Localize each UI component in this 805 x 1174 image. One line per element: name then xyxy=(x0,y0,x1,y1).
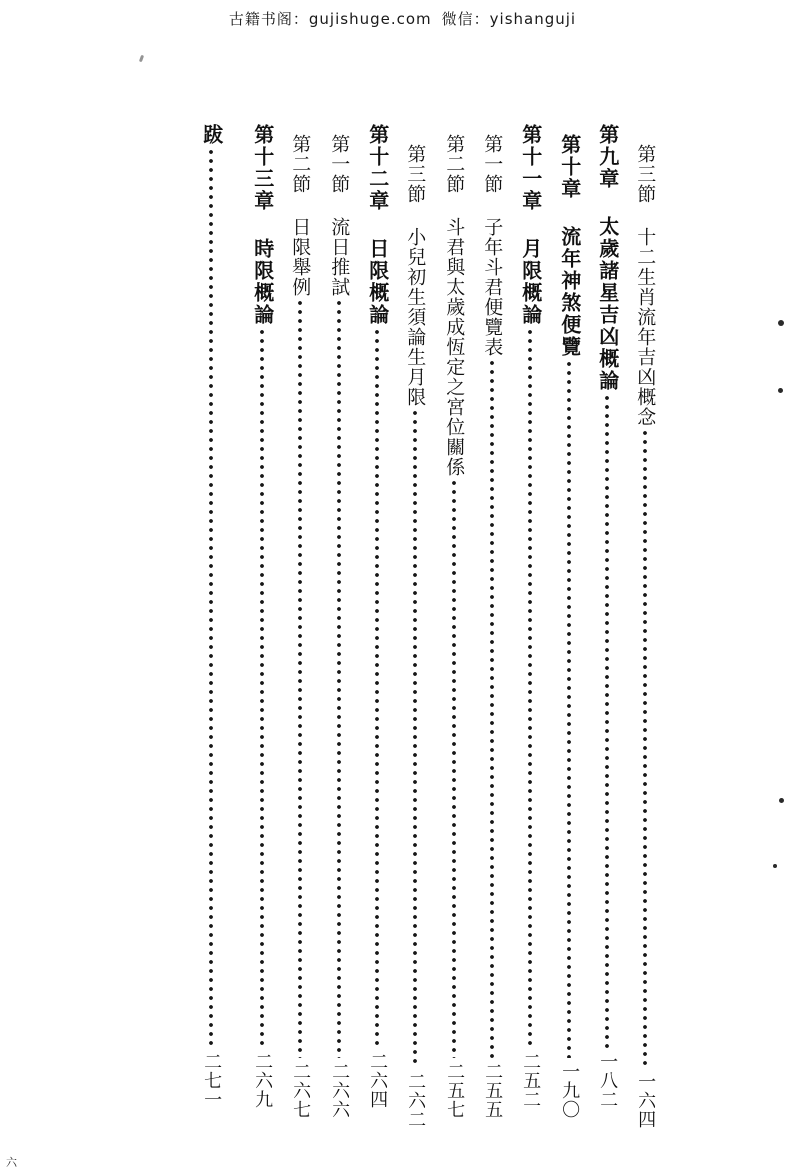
toc-leader-dots xyxy=(283,297,317,1060)
toc-entry[interactable] xyxy=(322,124,356,1119)
toc-entry-title: 第十一章 月限概論 xyxy=(518,124,543,326)
toc-entry-page: 二七一 xyxy=(201,1052,223,1109)
toc-entry-title: 第二節 斗君與太歲成恆定之宮位關係 xyxy=(443,134,466,477)
toc-leader-dots xyxy=(628,427,662,1070)
toc-entry[interactable] xyxy=(590,124,624,1109)
toc-entry[interactable] xyxy=(437,124,471,1119)
toc-entry-page: 二六七 xyxy=(290,1062,312,1119)
toc-leader-dots xyxy=(322,297,356,1060)
toc-leader-dots xyxy=(552,358,586,1060)
toc-entry-title: 第二節 日限舉例 xyxy=(289,134,312,297)
toc-entry-page: 一八二 xyxy=(597,1052,619,1109)
toc-entry[interactable] xyxy=(360,124,394,1109)
toc-leader-dots xyxy=(245,326,279,1050)
toc-entry[interactable] xyxy=(552,124,586,1119)
watermark-site-label: 古籍书阁： xyxy=(228,10,309,28)
toc-leader-dots xyxy=(590,392,624,1050)
toc-entry-page: 二五五 xyxy=(482,1062,504,1119)
toc-leader-dots xyxy=(194,146,228,1050)
toc-entry-page: 一九〇 xyxy=(559,1062,581,1119)
toc-entry[interactable] xyxy=(628,124,662,1129)
toc-entry-page: 一六四 xyxy=(635,1072,657,1129)
scan-speck xyxy=(139,55,144,63)
toc-leader-dots xyxy=(437,477,471,1060)
toc-entry-title: 第十二章 日限概論 xyxy=(365,124,390,326)
toc-entry-title: 第九章 太歲諸星吉凶概論 xyxy=(595,124,620,392)
toc-entry[interactable] xyxy=(475,124,509,1119)
toc-entry-title: 第十章 流年神煞便覽 xyxy=(557,134,582,358)
toc-entry[interactable] xyxy=(283,124,317,1119)
toc-leader-dots xyxy=(360,326,394,1050)
watermark-header xyxy=(0,8,805,29)
table-of-contents xyxy=(0,124,805,1129)
toc-entry-page: 二六二 xyxy=(405,1072,427,1129)
toc-leader-dots xyxy=(513,326,547,1050)
toc-entry-title: 第三節 十二生肖流年吉凶概念 xyxy=(634,144,657,427)
toc-entry-page: 二五二 xyxy=(520,1052,542,1109)
toc-entry[interactable] xyxy=(513,124,547,1109)
toc-leader-dots xyxy=(398,407,432,1070)
toc-entry-page: 二六六 xyxy=(329,1062,351,1119)
toc-leader-dots xyxy=(475,357,509,1060)
toc-entry[interactable] xyxy=(194,124,228,1109)
toc-entry-title: 跋 xyxy=(199,124,224,146)
toc-entry-title: 第一節 子年斗君便覽表 xyxy=(481,134,504,357)
toc-entry-page: 二五七 xyxy=(444,1062,466,1119)
watermark-wechat-label: 微信： xyxy=(441,10,490,28)
toc-entry[interactable] xyxy=(398,124,432,1129)
toc-entry-page: 二六九 xyxy=(252,1052,274,1109)
toc-entry-title: 第三節 小兒初生須論生月限 xyxy=(404,144,427,407)
watermark-wechat-id: yishanguji xyxy=(489,10,577,28)
watermark-site-url: gujishuge.com xyxy=(308,10,432,28)
page-footer-note: 六 xyxy=(6,1156,17,1169)
toc-entry[interactable] xyxy=(245,124,279,1109)
toc-entry-title: 第十三章 時限概論 xyxy=(250,124,275,326)
toc-entry-page: 二六四 xyxy=(367,1052,389,1109)
toc-entry-title: 第一節 流日推試 xyxy=(328,134,351,297)
